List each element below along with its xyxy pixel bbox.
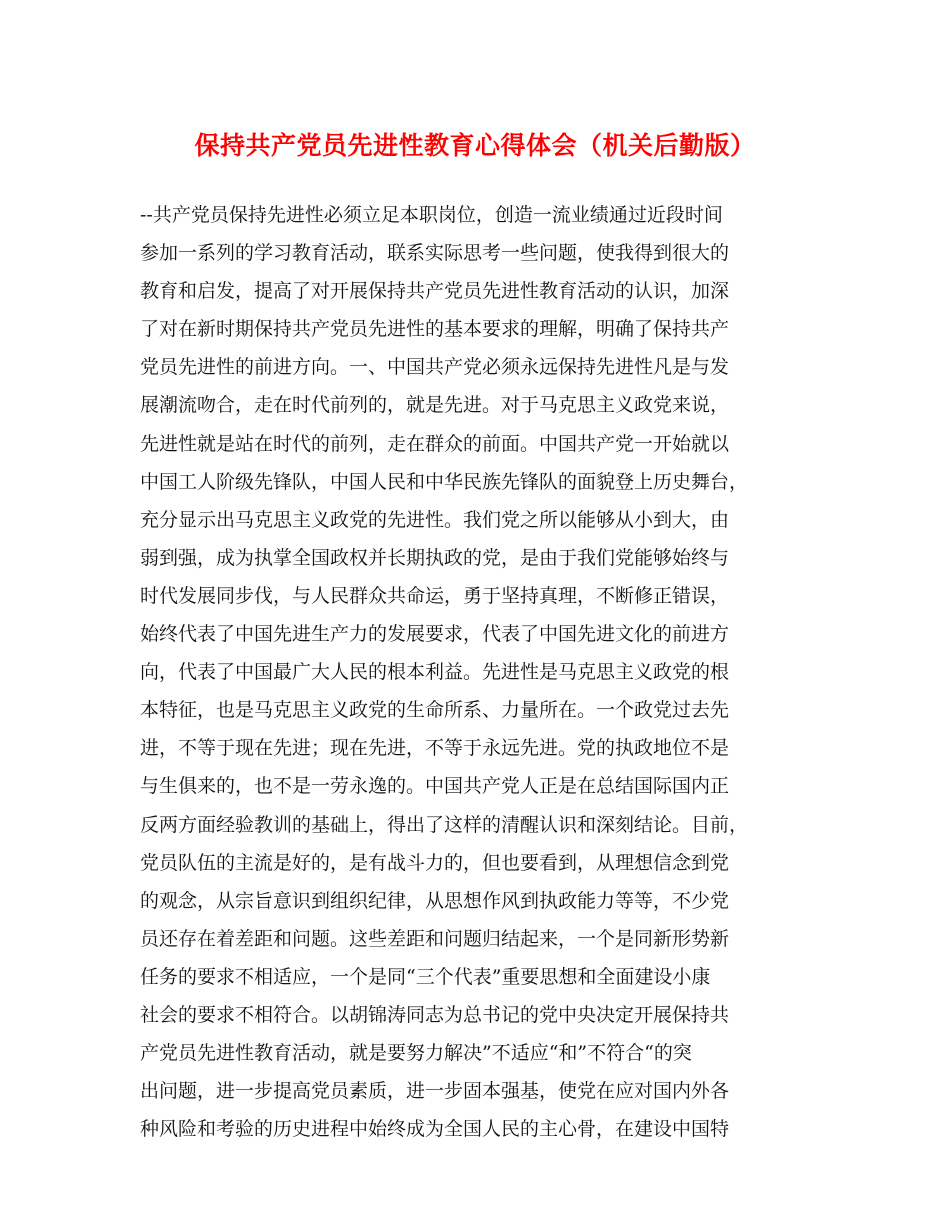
paragraph-line: 党员先进性的前进方向。一、中国共产党必须永远保持先进性凡是与发 [140,356,730,379]
paragraph-line: 党员队伍的主流是好的，是有战斗力的，但也要看到，从理想信念到党 [140,851,730,874]
paragraph-line: 反两方面经验教训的基础上，得出了这样的清醒认识和深刻结论。目前， [140,813,749,836]
paragraph-line: 任务的要求不相适应，一个是同“三个代表”重要思想和全面建设小康 [140,965,711,988]
paragraph-line: 先进性就是站在时代的前列，走在群众的前面。中国共产党一开始就以 [140,432,730,455]
paragraph-line: 教育和启发，提高了对开展保持共产党员先进性教育活动的认识，加深 [140,280,730,303]
paragraph-line: 了对在新时期保持共产党员先进性的基本要求的理解，明确了保持共产 [140,318,730,341]
paragraph-line: 时代发展同步伐，与人民群众共命运，勇于坚持真理，不断修正错误， [140,584,730,607]
paragraph-line: 出问题，进一步提高党员素质，进一步固本强基，使党在应对国内外各 [140,1080,730,1103]
paragraph-line: 弱到强，成为执掌全国政权并长期执政的党，是由于我们党能够始终与 [140,546,730,569]
paragraph-line: 中国工人阶级先锋队，中国人民和中华民族先锋队的面貌登上历史舞台， [140,470,749,493]
paragraph-line: 参加一系列的学习教育活动，联系实际思考一些问题，使我得到很大的 [140,242,730,265]
paragraph-line: 产党员先进性教育活动，就是要努力解决”不适应“和”不符合“的突 [140,1042,692,1065]
document-body [140,196,825,1148]
paragraph-line: 员还存在着差距和问题。这些差距和问题归结起来，一个是同新形势新 [140,927,730,950]
paragraph-line: 进，不等于现在先进；现在先进，不等于永远先进。党的执政地位不是 [140,737,730,760]
paragraph-line: 本特征，也是马克思主义政党的生命所系、力量所在。一个政党过去先 [140,699,730,722]
paragraph-line: 展潮流吻合，走在时代前列的，就是先进。对于马克思主义政党来说， [140,394,730,417]
paragraph-line: 社会的要求不相符合。以胡锦涛同志为总书记的党中央决定开展保持共 [140,1003,730,1026]
paragraph-line: 向，代表了中国最广大人民的根本利益。先进性是马克思主义政党的根 [140,661,730,684]
paragraph-line: 充分显示出马克思主义政党的先进性。我们党之所以能够从小到大，由 [140,508,730,531]
paragraph-line: 的观念，从宗旨意识到组织纪律，从思想作风到执政能力等等，不少党 [140,889,730,912]
paragraph-line: 与生俱来的，也不是一劳永逸的。中国共产党人正是在总结国际国内正 [140,775,730,798]
paragraph-line: --共产党员保持先进性必须立足本职岗位，创造一流业绩通过近段时间 [140,204,723,226]
document-title: 保持共产党员先进性教育心得体会（机关后勤版） [194,131,756,160]
paragraph-line: 始终代表了中国先进生产力的发展要求，代表了中国先进文化的前进方 [140,623,730,646]
paragraph-line: 种风险和考验的历史进程中始终成为全国人民的主心骨，在建设中国特 [140,1118,730,1141]
